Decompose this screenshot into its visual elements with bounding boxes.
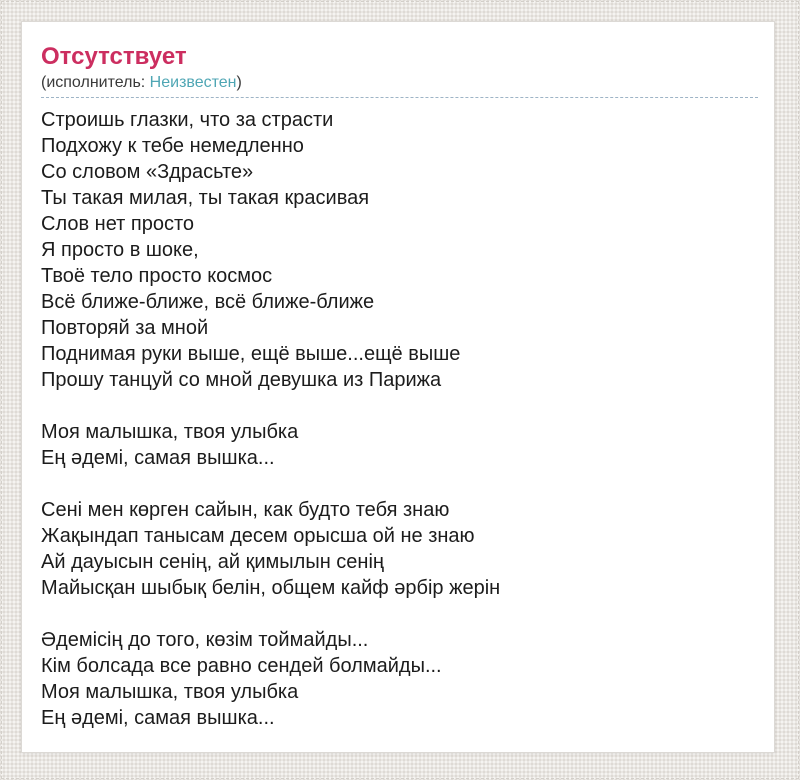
- lyric-line: Моя малышка, твоя улыбка: [41, 421, 299, 443]
- lyric-line: Твоё тело просто космос: [41, 265, 273, 287]
- lyric-line: Ай дауысын сенің, ай қимылын сенің: [41, 551, 384, 573]
- lyric-line: Ең әдемі, самая вышка...: [41, 447, 275, 469]
- lyric-line: Майысқан шыбық белін, общем кайф әрбір жерін: [41, 577, 501, 599]
- lyric-line: [41, 393, 758, 419]
- lyrics-card: [21, 21, 775, 753]
- lyric-line: Ты такая милая, ты такая красивая: [41, 187, 370, 209]
- lyric-line: [41, 601, 758, 627]
- song-title: Отсутствует: [41, 43, 187, 70]
- artist-line: [41, 73, 758, 98]
- artist-label: (исполнитель:: [41, 74, 150, 91]
- lyric-line: Со словом «Здрасьте»: [41, 161, 254, 183]
- lyric-line: Әдемісің до того, көзім тоймайды...: [41, 629, 369, 651]
- lyric-line: Ең әдемі, самая вышка...: [41, 707, 275, 729]
- lyric-line: Поднимая руки выше, ещё выше...ещё выше: [41, 343, 461, 365]
- lyric-line: Сені мен көрген сайын, как будто тебя знаю: [41, 499, 450, 521]
- lyrics-text: [41, 107, 758, 731]
- lyric-line: Моя малышка, твоя улыбка: [41, 681, 299, 703]
- lyric-line: Жақындап танысам десем орысша ой не знаю: [41, 525, 475, 547]
- lyric-line: Всё ближе-ближе, всё ближе-ближе: [41, 291, 375, 313]
- lyric-line: Слов нет просто: [41, 213, 194, 235]
- lyric-line: Я просто в шоке,: [41, 239, 199, 261]
- lyric-line: [41, 471, 758, 497]
- lyric-line: Подхожу к тебе немедленно: [41, 135, 304, 157]
- lyric-line: Прошу танцуй со мной девушка из Парижа: [41, 369, 442, 391]
- lyric-line: Повторяй за мной: [41, 317, 209, 339]
- artist-link[interactable]: Неизвестен: [149, 74, 237, 91]
- lyric-line: Строишь глазки, что за страсти: [41, 109, 334, 131]
- artist-label-suffix: ): [236, 74, 242, 91]
- lyric-line: Кім болсада все равно сендей болмайды...: [41, 655, 442, 677]
